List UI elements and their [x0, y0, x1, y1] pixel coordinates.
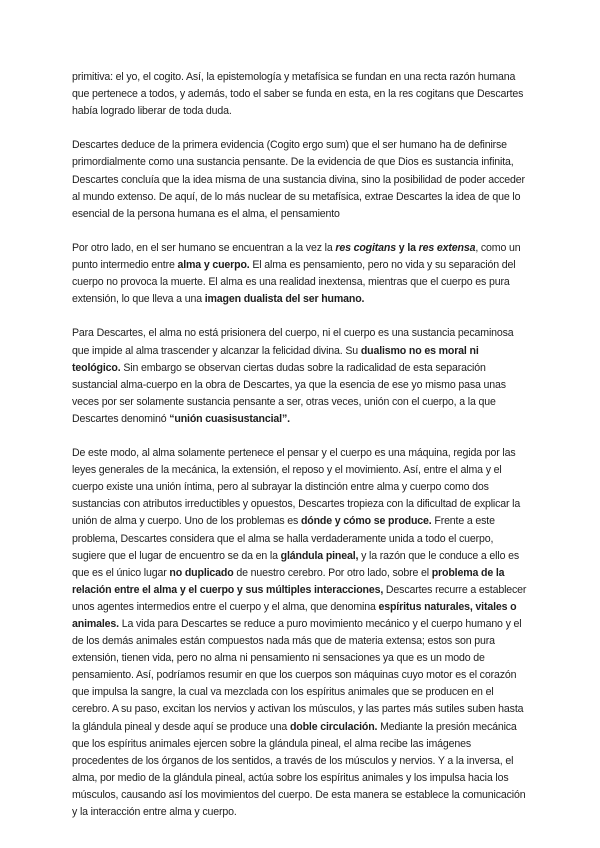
text-run: Sin embargo se observan ciertas dudas sobre la radicalidad de esta separación sustancial alma-cuerpo en la obra de Descartes, ya que la esencia de ese yo mismo pasa unas veces por ser solamente sustancia pensante a ser, otras veces, unión con el cuerpo, a la que Descartes denominó — [72, 361, 506, 425]
bold-run: problema de la relación entre el alma y el cuerpo y sus múltiples interacciones, — [72, 566, 505, 596]
bold-run: dualismo no es moral ni teológico. — [72, 344, 479, 374]
paragraph-4 — [72, 325, 528, 428]
text-run: Descartes deduce de la primera evidencia (Cogito ergo sum) que el ser humano ha de definirse primordialmente como una sustancia pensante. De la evidencia de que Dios es sustancia infinita, Descartes concluía que la idea misma de una sustancia divina, sino la posibilidad de poder acceder al mundo extenso. De aquí, de lo más nuclear de su metafísica, extrae Descartes la idea de que lo esencial de la persona humana es el alma, el pensamiento — [72, 139, 525, 220]
text-run: Descartes recurre a establecer unos agentes intermedios entre el cuerpo y el alma, que denomina — [72, 583, 527, 613]
bold-run: alma y cuerpo. — [177, 259, 250, 272]
bold-run: no duplicado — [169, 566, 234, 579]
bold-italic-run — [335, 242, 396, 254]
bold-run: “unión cuasisustancial”. — [169, 412, 290, 425]
text-run: de nuestro cerebro. Por otro lado, sobre el — [233, 566, 432, 579]
text-run: primitiva: el yo, el cogito. Así, la epistemología y metafísica se fundan en una recta razón humana que pertenece a todos, y además, todo el saber se funda en esta, en la res cogitans que Descartes había logrado liberar de toda duda. — [72, 71, 524, 118]
bold-italic-run — [419, 242, 476, 254]
text-run: Por otro lado, en el ser humano se encuentran a la vez la — [72, 241, 336, 254]
bold-run: glándula pineal, — [280, 549, 359, 562]
emphasis-text: res extensa — [418, 241, 476, 254]
text-run: Frente a este problema, Descartes considera que el alma se halla verdaderamente unida a todo el cuerpo, sugiere que el lugar de encuentro se da en la — [72, 515, 495, 562]
emphasis-text: res cogitans — [335, 241, 396, 254]
document-body — [72, 69, 528, 838]
paragraph-5 — [72, 445, 528, 821]
text-run: De este modo, al alma solamente pertenece el pensar y el cuerpo es una máquina, regida por las leyes generales de la mecánica, la extensión, el reposo y el movimiento. Así, entre el alma y el cuerpo existe una unión íntima, pero al subrayar la distinción entre alma y cuerpo como dos sustancias con atributos irreductibles y opuestos, Descartes tropieza con la dificultad de explicar la unión de alma y cuerpo. Uno de los problemas es — [72, 447, 521, 528]
text-run: y la razón que le conduce a ello es que es el único lugar — [72, 549, 520, 579]
text-run: La vida para Descartes se reduce a puro movimiento mecánico y el cuerpo humano y el de los demás animales están compuestos nada más que de materia extensa; estos son pura extensión, tienen vida, pero no alma ni pensamiento ni sensaciones ya que es un modo de pensamiento. Así, podríamos resumir en que los cuerpos son máquinas cuyo motor es el corazón que impulsa la sangre, la cual va mezclada con los espíritus animales que se producen en el cerebro. A su paso, excitan los nervios y activan los músculos, y las partes más sutiles suben hasta la glándula pineal y desde aquí se produce una — [72, 618, 524, 733]
paragraph-3 — [72, 240, 528, 308]
paragraph-1 — [72, 69, 528, 120]
paragraph-2 — [72, 137, 528, 222]
bold-run: dónde y cómo se produce. — [300, 515, 432, 528]
bold-run: imagen dualista del ser humano. — [204, 293, 365, 306]
text-run: , como un punto intermedio entre — [72, 241, 521, 272]
text-run: Para Descartes, el alma no está prisionera del cuerpo, ni el cuerpo es una sustancia pecaminosa que impide al alma trascender y alcanzar la felicidad divina. Su — [72, 327, 514, 357]
text-run: Mediante la presión mecánica que los espíritus animales ejercen sobre la glándula pineal, el alma recibe las imágenes procedentes de los órganos de los sentidos, a través de los músculos y nervios. Y a la inversa, el alma, por medio de la glándula pineal, actúa sobre los espíritus animales y los impulsa hacia los músculos, causando así los movimientos del cuerpo. De esta manera se establece la comunicación y la interacción entre alma y cuerpo. — [72, 720, 526, 819]
bold-run: y la — [395, 241, 419, 254]
bold-run: doble circulación. — [289, 720, 378, 733]
bold-run: espíritus naturales, vitales o animales. — [72, 600, 517, 630]
text-run: El alma es pensamiento, pero no vida y su separación del cuerpo no provoca la muerte. El alma es una realidad inextensa, mientras que el cuerpo es pura extensión, lo que lleva a una — [72, 259, 516, 306]
